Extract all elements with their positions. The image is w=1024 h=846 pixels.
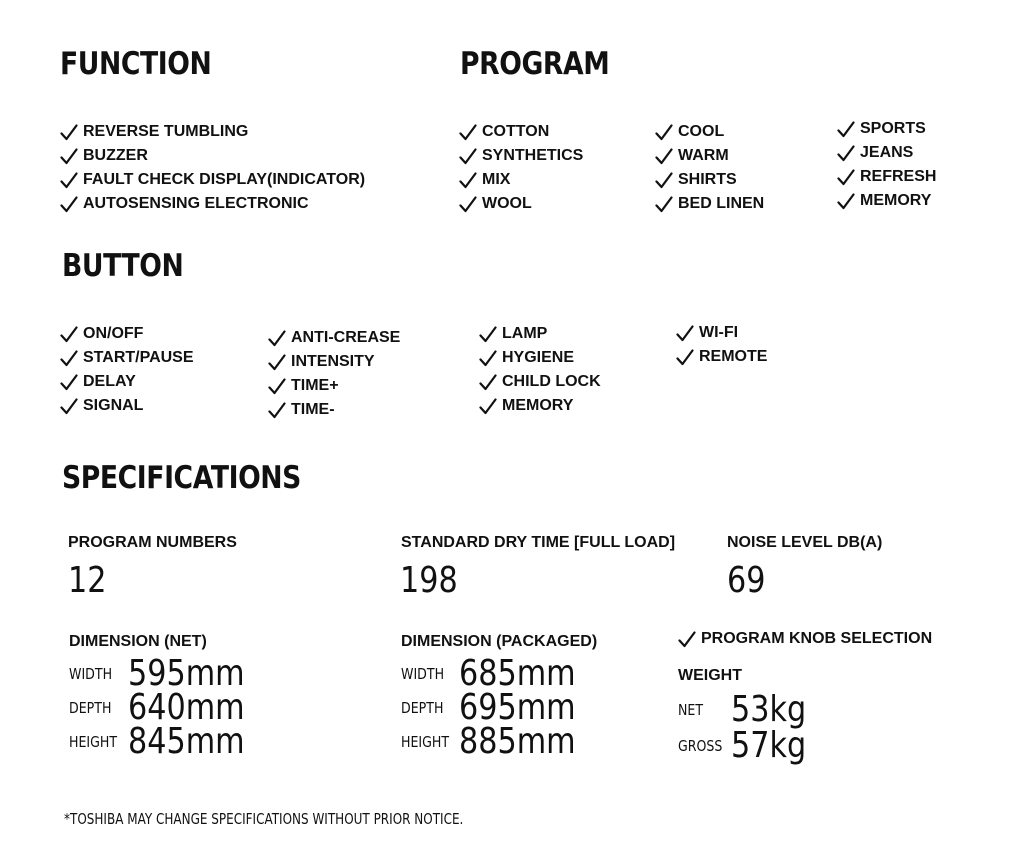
button-list-1 — [60, 322, 194, 418]
checkmark-icon — [60, 326, 83, 343]
dimension-key: HEIGHT — [401, 733, 450, 751]
dimension-value: 695mm — [459, 687, 576, 728]
dimension-row — [69, 653, 267, 694]
checkmark-icon — [459, 196, 482, 213]
list-item: ANTI-CREASE — [268, 326, 400, 350]
dimension-row — [401, 687, 598, 728]
list-item: DELAY — [60, 370, 194, 394]
checkmark-icon — [60, 124, 83, 141]
dimension-key: DEPTH — [69, 699, 112, 717]
list-item: TIME+ — [268, 374, 400, 398]
weight-value: 53kg — [731, 689, 807, 730]
list-item: TIME- — [268, 398, 400, 422]
dimension-value: 640mm — [128, 687, 245, 728]
weight-row — [678, 725, 821, 766]
noise-value: 69 — [727, 560, 766, 601]
checkmark-icon — [837, 169, 860, 186]
dimension-net-table — [69, 653, 267, 762]
weight-value: 57kg — [731, 725, 807, 766]
list-item: REMOTE — [676, 345, 767, 369]
checkmark-icon — [676, 325, 699, 342]
list-item: AUTOSENSING ELECTRONIC — [60, 192, 365, 216]
dimension-row — [401, 653, 598, 694]
list-item: LAMP — [479, 322, 601, 346]
list-item: SYNTHETICS — [459, 144, 583, 168]
weight-label: WEIGHT — [678, 667, 742, 684]
list-item — [678, 627, 932, 651]
list-item: BED LINEN — [655, 192, 764, 216]
checkmark-icon — [837, 121, 860, 138]
list-item: BUZZER — [60, 144, 365, 168]
list-item: MEMORY — [837, 189, 936, 213]
button-list-2 — [268, 326, 400, 422]
program-knob-label: PROGRAM KNOB SELECTION — [701, 630, 933, 647]
list-item: START/PAUSE — [60, 346, 194, 370]
function-list — [60, 120, 365, 216]
checkmark-icon — [60, 148, 83, 165]
dimension-row — [69, 687, 267, 728]
dimension-net-label: DIMENSION (NET) — [69, 633, 207, 650]
checkmark-icon — [676, 349, 699, 366]
checkmark-icon — [60, 374, 83, 391]
checkmark-icon — [459, 172, 482, 189]
checkmark-icon — [268, 378, 291, 395]
list-item: COTTON — [459, 120, 583, 144]
list-item: JEANS — [837, 141, 936, 165]
weight-key: GROSS — [678, 737, 723, 755]
list-item: REVERSE TUMBLING — [60, 120, 365, 144]
checkmark-icon — [60, 172, 83, 189]
program-heading: PROGRAM — [460, 46, 610, 82]
checkmark-icon — [655, 124, 678, 141]
dimension-key: DEPTH — [401, 699, 444, 717]
checkmark-icon — [459, 148, 482, 165]
program-numbers-label: PROGRAM NUMBERS — [68, 534, 237, 551]
checkmark-icon — [655, 196, 678, 213]
checkmark-icon — [60, 350, 83, 367]
checkmark-icon — [837, 145, 860, 162]
weight-table — [678, 689, 821, 766]
list-item: SHIRTS — [655, 168, 764, 192]
noise-label: NOISE LEVEL DB(A) — [727, 534, 883, 551]
program-list-1 — [459, 120, 583, 216]
dimension-packaged-label: DIMENSION (PACKAGED) — [401, 633, 598, 650]
checkmark-icon — [655, 172, 678, 189]
program-list-2 — [655, 120, 764, 216]
list-item: CHILD LOCK — [479, 370, 601, 394]
button-heading: BUTTON — [62, 248, 184, 284]
function-heading: FUNCTION — [60, 46, 212, 82]
dimension-value: 885mm — [459, 721, 576, 762]
button-list-3 — [479, 322, 601, 418]
list-item: WOOL — [459, 192, 583, 216]
list-item: MEMORY — [479, 394, 601, 418]
dimension-value: 685mm — [459, 653, 576, 694]
list-item: SPORTS — [837, 117, 936, 141]
checkmark-icon — [837, 193, 860, 210]
weight-row — [678, 689, 821, 730]
checkmark-icon — [678, 631, 701, 648]
dimension-value: 845mm — [128, 721, 245, 762]
list-item: SIGNAL — [60, 394, 194, 418]
checkmark-icon — [268, 354, 291, 371]
list-item: FAULT CHECK DISPLAY(INDICATOR) — [60, 168, 365, 192]
list-item: MIX — [459, 168, 583, 192]
program-list-3 — [837, 117, 936, 213]
checkmark-icon — [655, 148, 678, 165]
weight-key: NET — [678, 701, 704, 719]
dimension-key: WIDTH — [69, 665, 113, 683]
list-item: HYGIENE — [479, 346, 601, 370]
checkmark-icon — [479, 374, 502, 391]
checkmark-icon — [268, 330, 291, 347]
list-item: WI-FI — [676, 321, 767, 345]
knob-list — [678, 627, 932, 651]
dimension-row — [401, 721, 598, 762]
dimension-packaged-table — [401, 653, 598, 762]
list-item: COOL — [655, 120, 764, 144]
checkmark-icon — [479, 326, 502, 343]
checkmark-icon — [60, 398, 83, 415]
dimension-row — [69, 721, 267, 762]
button-list-4 — [676, 321, 767, 369]
dimension-key: HEIGHT — [69, 733, 118, 751]
dimension-value: 595mm — [128, 653, 245, 694]
checkmark-icon — [479, 398, 502, 415]
program-numbers-value: 12 — [68, 560, 107, 601]
checkmark-icon — [268, 402, 291, 419]
list-item: REFRESH — [837, 165, 936, 189]
checkmark-icon — [459, 124, 482, 141]
list-item: INTENSITY — [268, 350, 400, 374]
dry-time-label: STANDARD DRY TIME [FULL LOAD] — [401, 534, 676, 551]
checkmark-icon — [60, 196, 83, 213]
list-item: WARM — [655, 144, 764, 168]
specifications-heading: SPECIFICATIONS — [62, 460, 301, 496]
dimension-key: WIDTH — [401, 665, 445, 683]
dry-time-value: 198 — [400, 560, 458, 601]
list-item: ON/OFF — [60, 322, 194, 346]
checkmark-icon — [479, 350, 502, 367]
footnote: *TOSHIBA MAY CHANGE SPECIFICATIONS WITHOUT PRIOR NOTICE. — [64, 810, 464, 828]
